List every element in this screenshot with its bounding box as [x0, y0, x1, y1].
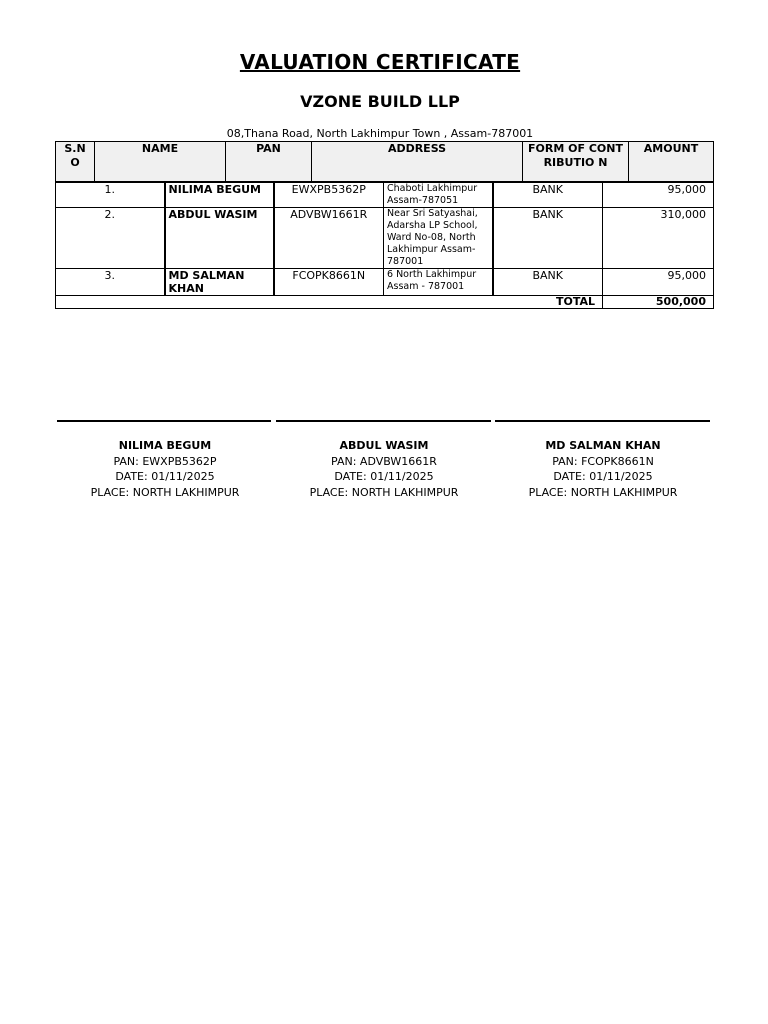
signatory-name: ABDUL WASIM — [339, 439, 429, 452]
signatory-1 — [56, 438, 274, 500]
cell-amount: 95,000 — [603, 183, 714, 208]
table-row — [56, 183, 714, 208]
header-pan: PAN — [226, 142, 312, 182]
signature-line-2 — [276, 420, 491, 422]
cell-form: BANK — [493, 183, 603, 208]
cell-amount: 95,000 — [603, 269, 714, 296]
signatory-pan: PAN: FCOPK8661N — [552, 454, 654, 468]
cell-address: 6 North Lakhimpur Assam - 787001 — [384, 269, 493, 296]
cell-address: Chaboti Lakhimpur Assam-787051 — [384, 183, 493, 208]
cell-pan: ADVBW1661R — [274, 208, 384, 269]
cell-form: BANK — [493, 269, 603, 296]
header-form: FORM OF CONTRIBUTIO N — [523, 142, 629, 182]
data-table — [55, 182, 713, 309]
signatory-name: NILIMA BEGUM — [118, 439, 212, 452]
company-address: 08,Thana Road, North Lakhimpur Town , Assam-787001 — [226, 127, 534, 140]
signatory-place: PLACE: NORTH LAKHIMPUR — [90, 485, 240, 499]
signatory-pan: PAN: ADVBW1661R — [331, 454, 437, 468]
table-header — [55, 141, 713, 182]
signatory-date: DATE: 01/11/2025 — [553, 470, 653, 483]
signatory-pan: PAN: EWXPB5362P — [113, 454, 217, 468]
cell-sno: 3. — [56, 269, 165, 296]
header-sno: S.N O — [56, 142, 95, 182]
cell-address: Near Sri Satyashai, Adarsha LP School, Ward No-08, North Lakhimpur Assam-787001 — [384, 208, 493, 269]
signatory-place: PLACE: NORTH LAKHIMPUR — [528, 485, 678, 499]
document-title: VALUATION CERTIFICATE — [239, 50, 521, 74]
signatory-3 — [494, 438, 712, 500]
signature-line-3 — [495, 420, 710, 422]
cell-pan: EWXPB5362P — [274, 183, 384, 208]
cell-name: NILIMA BEGUM — [165, 183, 274, 208]
signature-line-1 — [57, 420, 271, 422]
signatory-date: DATE: 01/11/2025 — [334, 470, 434, 483]
header-address: ADDRESS — [312, 142, 523, 182]
cell-sno: 1. — [56, 183, 165, 208]
company-name: VZONE BUILD LLP — [300, 92, 460, 111]
header-amount: AMOUNT — [629, 142, 714, 182]
cell-name: MD SALMAN KHAN — [165, 269, 274, 296]
header-name: NAME — [95, 142, 226, 182]
total-amount: 500,000 — [603, 296, 714, 309]
table-row — [56, 269, 714, 296]
signatory-2 — [275, 438, 493, 500]
signatory-place: PLACE: NORTH LAKHIMPUR — [309, 485, 459, 499]
cell-amount: 310,000 — [603, 208, 714, 269]
cell-form: BANK — [493, 208, 603, 269]
table-row — [56, 208, 714, 269]
cell-name: ABDUL WASIM — [165, 208, 274, 269]
signatory-date: DATE: 01/11/2025 — [115, 470, 215, 483]
cell-pan: FCOPK8661N — [274, 269, 384, 296]
cell-sno: 2. — [56, 208, 165, 269]
signatory-name: MD SALMAN KHAN — [545, 439, 661, 452]
total-label: TOTAL — [56, 296, 603, 309]
total-row — [56, 296, 714, 309]
